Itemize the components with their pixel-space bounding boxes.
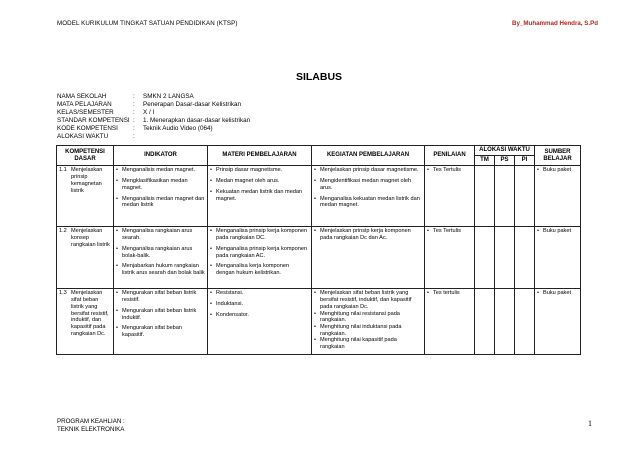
kompetensi-number: 1.2 (59, 228, 67, 235)
document-header-left: MODEL KURIKULUM TINGKAT SATUAN PENDIDIKAN (KTSP) (57, 20, 238, 27)
meta-value: SMKN 2 LANGSA (143, 93, 194, 100)
materi-item: • Induktansi. (210, 301, 309, 308)
meta-value (143, 133, 250, 141)
meta-value: 1. Menerapkan dasar-dasar kelistrikan (143, 117, 251, 124)
cell-materi (208, 289, 312, 355)
footer-program (57, 418, 125, 434)
meta-colon: : (133, 101, 135, 108)
meta-key: KODE KOMPETENSI (57, 125, 118, 132)
cell-ps (495, 166, 515, 227)
cell-kompetensi (57, 227, 114, 289)
col-header-materi: MATERI PEMBELAJARAN (208, 146, 312, 166)
cell-ps (495, 227, 515, 289)
kegiatan-item: • Menjelaskan prinsip dasar magnetisme. (314, 167, 422, 174)
col-header-indikator: INDIKATOR (114, 146, 208, 166)
penilaian-item: • Tes Tertulis (427, 167, 472, 174)
footer-program-label: PROGRAM KEAHLIAN : (57, 418, 125, 425)
cell-ps (495, 289, 515, 355)
cell-kegiatan (312, 166, 425, 227)
materi-item: • Resistansi. (210, 290, 309, 297)
meta-row (57, 125, 250, 133)
cell-sumber (535, 166, 581, 227)
materi-item: • Menganalisa prinsip kerja komponen pada rangkaian DC. (210, 228, 309, 241)
meta-value: Teknik Audio Video (064) (143, 125, 213, 132)
meta-row (57, 101, 250, 109)
meta-row (57, 133, 250, 141)
indikator-item: • Menganalisa rangkaian arus bolak-balik. (116, 246, 205, 259)
syllabus-meta (57, 93, 250, 141)
meta-value: X / I (143, 109, 155, 116)
cell-pi (515, 227, 535, 289)
kompetensi-number: 1.1 (59, 167, 67, 174)
cell-pi (515, 166, 535, 227)
penilaian-item: • Tes Tertulis (427, 228, 472, 235)
meta-row (57, 93, 250, 101)
col-header-tm: TM (475, 156, 495, 166)
document-header-author: By_Muhammad Hendra, S.Pd (512, 20, 598, 27)
cell-kegiatan (312, 227, 425, 289)
meta-colon: : (133, 109, 135, 116)
cell-materi (208, 166, 312, 227)
kompetensi-text: Menjelaskan konsep rangkaian listrik (71, 228, 110, 248)
cell-tm (475, 166, 495, 227)
cell-penilaian (425, 166, 475, 227)
cell-tm (475, 289, 495, 355)
meta-key: ALOKASI WAKTU (57, 133, 109, 140)
page-number: 1 (588, 419, 592, 428)
table-row (57, 166, 581, 227)
meta-key: MATA PELAJARAN (57, 101, 112, 108)
kegiatan-item: • Mengidentifikasi medan magnet oleh arus. (314, 178, 422, 191)
meta-colon: : (133, 93, 135, 100)
cell-penilaian (425, 289, 475, 355)
cell-indikator (114, 289, 208, 355)
table-row (57, 289, 581, 355)
col-header-sumber: SUMBER BELAJAR (535, 146, 581, 166)
cell-tm (475, 227, 495, 289)
kegiatan-item: • Menjelaskan prinsip kerja komponen pada rangkaian Dc dan Ac. (314, 228, 422, 241)
cell-kegiatan (312, 289, 425, 355)
table-row (57, 227, 581, 289)
kompetensi-text: Menjelaskan prinsip kemagnetan listrik (71, 167, 103, 194)
col-header-alokasi: ALOKASI WAKTU (475, 146, 535, 156)
materi-item: • Medan magnet oleh arus. (210, 178, 309, 185)
syllabus-table (56, 145, 581, 355)
cell-penilaian (425, 227, 475, 289)
meta-colon: : (133, 133, 135, 140)
kompetensi-text: Menjelaskan sifat beban listrik yang bersifat resistif, induktif, dan kapasitif pada rangkaian Dc. (71, 290, 109, 337)
meta-value: Penerapan Dasar-dasar Kelistrikan (143, 101, 242, 108)
col-header-kegiatan: KEGIATAN PEMBELAJARAN (312, 146, 425, 166)
meta-key: STANDAR KOMPETENSI (57, 117, 130, 124)
materi-item: • Menganalisa kerja komponen dengan hukum kelistrikan. (210, 263, 309, 276)
indikator-item: • Menganalisis medan magnet. (116, 167, 205, 174)
cell-indikator (114, 227, 208, 289)
meta-colon: : (133, 117, 135, 124)
cell-indikator (114, 166, 208, 227)
materi-item: • Menganalisa prinsip kerja komponen pada rangkaian AC. (210, 246, 309, 259)
meta-row (57, 109, 250, 117)
col-header-pi: PI (515, 156, 535, 166)
col-header-penilaian: PENILAIAN (425, 146, 475, 166)
sumber-item: • Buku paket (537, 167, 578, 174)
materi-item: • Kekuatan medan listrik dan medan magnet. (210, 189, 309, 202)
kegiatan-item: • Menjelaskan sifat beban listrik yang bersifat resistif, induktif, dan kapasitif pada rangkaian Dc. (314, 290, 422, 310)
cell-sumber (535, 289, 581, 355)
indikator-item: • Menganalisa rangkaian arus searah. (116, 228, 205, 241)
cell-pi (515, 289, 535, 355)
col-header-kompetensi: KOMPETENSI DASAR (57, 146, 114, 166)
meta-row (57, 117, 250, 125)
indikator-item: • Mengklasifikasikan medan magnet. (116, 178, 205, 191)
meta-colon: : (133, 125, 135, 132)
document-title: SILABUS (295, 71, 343, 83)
indikator-item: • Menjabarkan hukum rangkaian listrik arus searah dan bolak balik (116, 263, 205, 276)
indikator-item: • Mengurakan sifat beban kapasitif. (116, 325, 205, 338)
kegiatan-item: • Menganalisa kekuatan medan listrik dan medan magnet. (314, 196, 422, 209)
kegiatan-item: • Menghitung nilai induktansi pada rangkaian. (314, 324, 422, 337)
cell-kompetensi (57, 289, 114, 355)
indikator-item: • Mengurakan sifat beban listrik induktif. (116, 308, 205, 321)
cell-materi (208, 227, 312, 289)
footer-program-name: TEKNIK ELEKTRONIKA (57, 426, 125, 433)
cell-sumber (535, 227, 581, 289)
sumber-item: • Buku paket (537, 290, 578, 297)
kompetensi-number: 1.3 (59, 290, 67, 297)
cell-kompetensi (57, 166, 114, 227)
indikator-item: • Menganalisis medan magnet dan medan listrik (116, 196, 205, 209)
indikator-item: • Mengurakan sifat beban listrik resistif. (116, 290, 205, 303)
meta-key: KELAS/SEMESTER (57, 109, 114, 116)
sumber-item: • Buku paket (537, 228, 578, 235)
kegiatan-item: • Menghitung nilai kapasitif pada rangkaian (314, 337, 422, 350)
materi-item: • Kondensator. (210, 312, 309, 319)
kegiatan-item: • Menghitung nilai resistansi pada rangkaian. (314, 311, 422, 324)
penilaian-item: • Tes tertulis (427, 290, 472, 297)
materi-item: • Prinsip dasar magnetisme. (210, 167, 309, 174)
col-header-ps: PS (495, 156, 515, 166)
meta-key: NAMA SEKOLAH (57, 93, 107, 100)
